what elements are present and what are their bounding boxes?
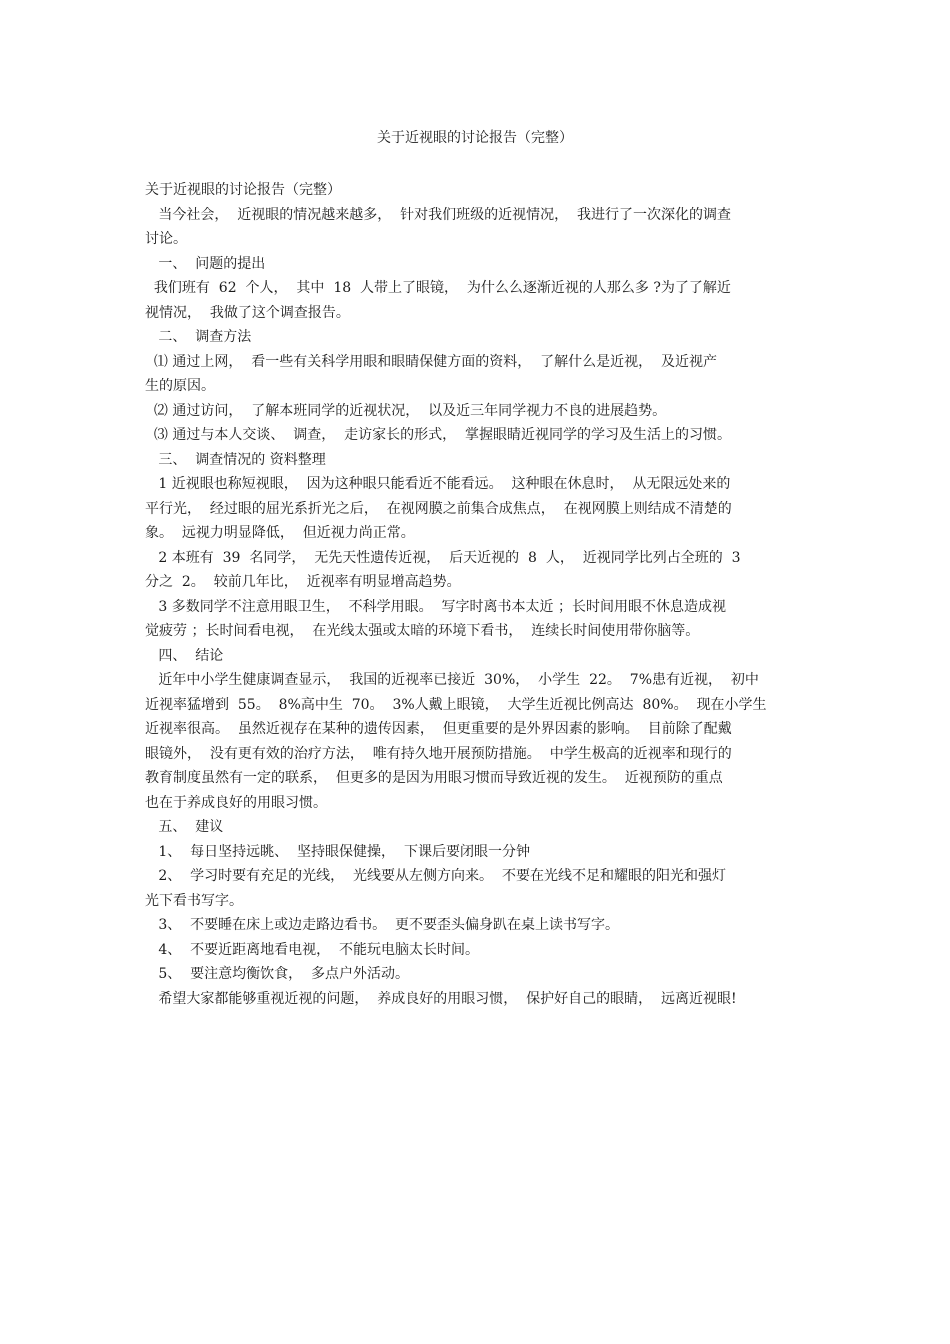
body-line: 1 近视眼也称短视眼， 因为这种眼只能看近不能看远。 这种眼在休息时， 从无限远处来的 [145, 476, 731, 492]
body-line: 5、 要注意均衡饮食， 多点户外活动。 [145, 966, 410, 982]
body-line: 4、 不要近距离地看电视， 不能玩电脑太长时间。 [145, 941, 480, 958]
body-line: 分之 2。 较前几年比， 近视率有明显增高趋势。 [145, 574, 461, 590]
body-line: 眼镜外， 没有更有效的治疗方法， 唯有持久地开展预防措施。 中学生极高的近视率和现行的 [145, 745, 732, 762]
body-line: ⑶ 通过与本人交谈、 调查， 走访家长的形式， 掌握眼睛近视同学的学习及生活上的习惯。 [145, 427, 732, 443]
section-heading: 一、 问题的提出 [145, 255, 266, 272]
body-line: 3、 不要睡在床上或边走路边看书。 更不要歪头偏身趴在桌上读书写字。 [145, 917, 620, 933]
document-body [145, 178, 813, 1011]
section-heading: 四、 结论 [145, 647, 224, 664]
body-line: 教育制度虽然有一定的联系， 但更多的是因为用眼习惯而导致近视的发生。 近视预防的重点 [145, 770, 723, 786]
document-title: 关于近视眼的讨论报告（完整） [377, 130, 573, 146]
body-line: 1、 每日坚持远眺、 坚持眼保健操， 下课后要闭眼一分钟 [145, 843, 530, 860]
section-heading: 五、 建议 [145, 819, 224, 835]
body-line: 希望大家都能够重视近视的问题， 养成良好的用眼习惯， 保护好自己的眼睛， 远离近视眼! [145, 990, 737, 1007]
body-line: 当今社会， 近视眼的情况越来越多， 针对我们班级的近视情况， 我进行了一次深化的调查 [145, 206, 732, 223]
body-line: 近视率很高。 虽然近视存在某种的遗传因素， 但更重要的是外界因素的影响。 目前除了配戴 [145, 721, 732, 737]
body-line: 平行光， 经过眼的屈光系折光之后， 在视网膜之前集合成焦点， 在视网膜上则结成不清楚的 [145, 500, 732, 517]
body-line: 讨论。 [145, 231, 187, 247]
body-line: 我们班有 62 个人， 其中 18 人带上了眼镜， 为什么么逐渐近视的人那么多 ?为了了解近 [145, 280, 731, 296]
body-line: 象。 远视力明显降低， 但近视力尚正常。 [145, 525, 415, 541]
body-line: 近年中小学生健康调查显示， 我国的近视率已接近 30%， 小学生 22。 7%患有近视， 初中 [145, 672, 759, 688]
body-line: 近视率猛增到 55。 8%高中生 70。 3%人戴上眼镜， 大学生近视比例高达 80%。 现在小学生 [145, 696, 767, 713]
body-line: 觉疲劳 ；长时间看电视， 在光线太强或太暗的环境下看书， 连续长时间使用带你脑等。 [145, 623, 700, 639]
body-line: 2 本班有 39 名同学， 无先天性遗传近视， 后天近视的 8 人， 近视同学比列占全班的 3 [145, 549, 741, 566]
body-line: 也在于养成良好的用眼习惯。 [145, 794, 327, 811]
body-line: 光下看书写字。 [145, 892, 243, 909]
body-line: ⑴ 通过上网， 看一些有关科学用眼和眼睛保健方面的资料， 了解什么是近视， 及近视产 [145, 353, 718, 370]
section-heading: 三、 调查情况的 资料整理 [145, 451, 326, 468]
body-line: 2、 学习时要有充足的光线， 光线要从左侧方向来。 不要在光线不足和耀眼的阳光和强灯 [145, 868, 726, 884]
body-line: 视情况， 我做了这个调查报告。 [145, 304, 350, 321]
body-line: ⑵ 通过访问， 了解本班同学的近视状况， 以及近三年同学视力不良的进展趋势。 [145, 402, 667, 419]
body-line: 生的原因。 [145, 378, 215, 394]
body-line: 关于近视眼的讨论报告（完整） [145, 182, 341, 198]
section-heading: 二、 调查方法 [145, 329, 252, 345]
body-line: 3 多数同学不注意用眼卫生， 不科学用眼。 写字时离书本太近 ；长时间用眼不休息造成视 [145, 598, 726, 615]
